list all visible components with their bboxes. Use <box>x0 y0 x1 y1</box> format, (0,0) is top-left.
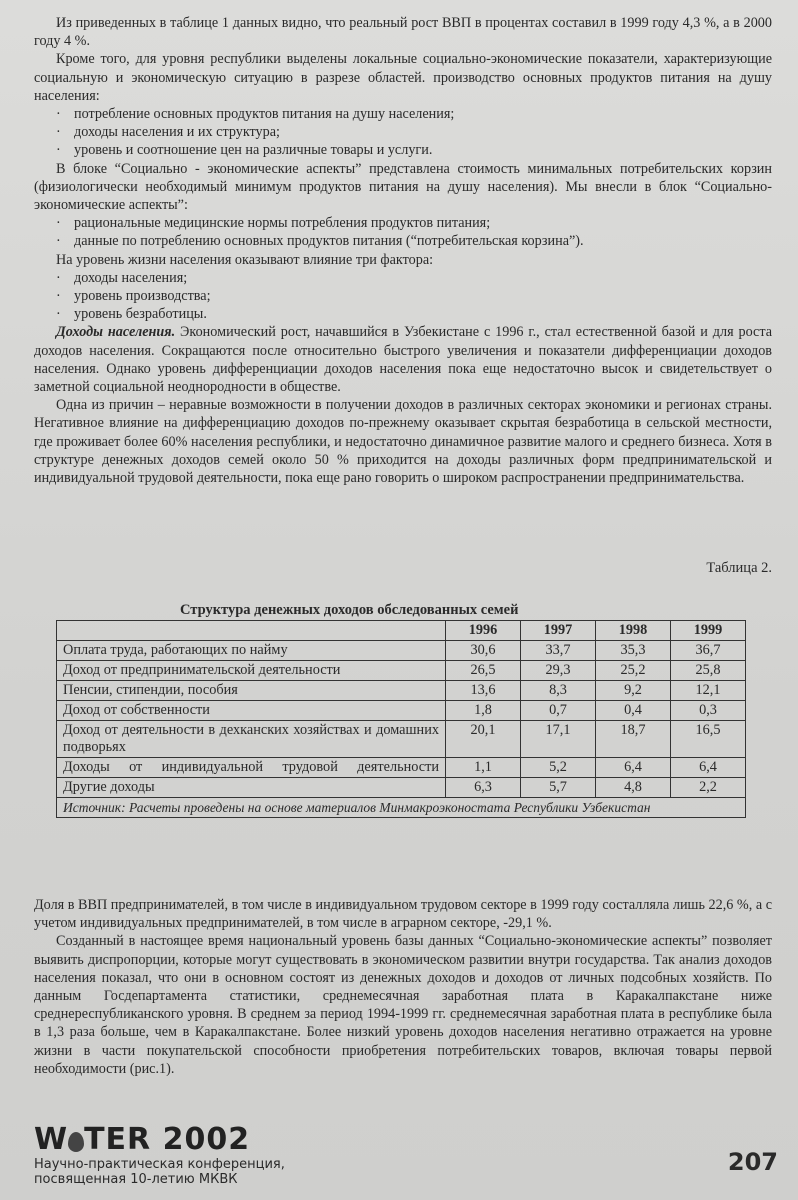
row-value: 30,6 <box>446 641 521 661</box>
list-item: · уровень безработицы. <box>56 305 772 323</box>
paragraph-income <box>34 323 772 396</box>
page-number: 207 <box>727 1148 778 1176</box>
income-heading: Доходы населения. <box>56 324 176 341</box>
subtitle-line: посвященная 10-летию МКВК <box>34 1172 238 1187</box>
row-value: 33,7 <box>521 641 596 661</box>
header-year: 1999 <box>671 621 746 641</box>
closing-section <box>34 896 772 1078</box>
conference-subtitle <box>34 1157 285 1187</box>
list-item: · данные по потреблению основных продуктов питания (“потребительская корзина”). <box>56 232 772 250</box>
row-value: 0,4 <box>596 701 671 721</box>
table-row <box>57 758 746 778</box>
row-value: 8,3 <box>521 681 596 701</box>
row-value: 13,6 <box>446 681 521 701</box>
table-source-note: Источник: Расчеты проведены на основе материалов Минмакроэконостата Республики Узбекистан <box>57 798 746 818</box>
header-empty-cell <box>57 621 446 641</box>
row-value: 5,7 <box>521 778 596 798</box>
header-year: 1996 <box>446 621 521 641</box>
row-value: 26,5 <box>446 661 521 681</box>
paragraph-gdp-share: Доля в ВВП предпринимателей, в том числе в индивидуальном трудовом секторе в 1999 году состалляла лишь 22,6 %, а с учетом индивидуальных предпринимателей, в том числе в аграрном секторе, -29,1 %. <box>34 897 772 932</box>
income-structure-table <box>56 620 746 818</box>
row-value: 6,3 <box>446 778 521 798</box>
table-row <box>57 681 746 701</box>
row-value: 0,3 <box>671 701 746 721</box>
table-source-row <box>57 798 746 818</box>
paragraph-gdp-growth: Из приведенных в таблице 1 данных видно, что реальный рост ВВП в процентах составил в 1999 году 4,3 %, а в 2000 году 4 %. <box>34 15 772 50</box>
table-row <box>57 641 746 661</box>
list-item: · уровень производства; <box>56 287 772 305</box>
row-value: 6,4 <box>596 758 671 778</box>
row-label: Доходы от индивидуальной трудовой деятельности <box>57 758 446 778</box>
row-value: 29,3 <box>521 661 596 681</box>
list-item: · доходы населения; <box>56 269 772 287</box>
row-label: Оплата труда, работающих по найму <box>57 641 446 661</box>
row-value: 18,7 <box>596 721 671 758</box>
table-row <box>57 661 746 681</box>
row-value: 6,4 <box>671 758 746 778</box>
row-value: 35,3 <box>596 641 671 661</box>
list-item: · потребление основных продуктов питания на душу населения; <box>56 105 772 123</box>
row-value: 25,8 <box>671 661 746 681</box>
paragraph-database: Созданный в настоящее время национальный уровень базы данных “Социально-экономические аспекты” позволяет выявить диспропорции, которые могут существовать в экономическом развитии внутри государства. Так анализ доходов населения показал, что они в основном состоят из денежных доходов и доходов от личных подсобных хозяйств. По данным Госдепартамента статистики, среднемесячная заработная плата в Каракалпакстане ниже среднереспубликанского уровня. В среднем за период 1994-1999 гг. среднемесячная заработная плата в республике была в 1,3 раза больше, чем в Каракалпакстане. Более низкий уровень доходов населения негативно отражается на уровне жизни в части покупательской способности приобретения потребительских товаров, включая товары первой необходимости (рис.1). <box>34 933 772 1077</box>
row-value: 2,2 <box>671 778 746 798</box>
table-row <box>57 701 746 721</box>
factor-list <box>34 269 772 324</box>
subtitle-line: Научно-практическая конференция, <box>34 1157 285 1172</box>
row-label: Доход от предпринимательской деятельности <box>57 661 446 681</box>
row-value: 1,1 <box>446 758 521 778</box>
water-drop-icon <box>68 1132 84 1152</box>
row-label: Доход от деятельности в дехканских хозяйствах и домашних подворьях <box>57 721 446 758</box>
row-label: Доход от собственности <box>57 701 446 721</box>
list-item: · рациональные медицинские нормы потребления продуктов питания; <box>56 214 772 232</box>
paragraph-inequality-causes: Одна из причин – неравные возможности в получении доходов в различных секторах экономики и регионах страны. Негативное влияние на дифференциацию доходов по-прежнему оказывает скрытая безработица в сельской местности, где проживает более 60% населения республики, и недостаточно динамичное развитие малого и среднего бизнеса. Хотя в структуре денежных доходов семей около 50 % приходится на доходы различных форм предпринимательской и индивидуальной трудовой деятельности, пока еще рано говорить о широком распространении предпринимательства. <box>34 397 772 487</box>
logo-text: TER 2002 <box>84 1122 251 1157</box>
table-header-row <box>57 621 746 641</box>
paragraph-local-indicators: Кроме того, для уровня республики выделены локальные социально-экономические показатели, характеризующие социальную и экономическую ситуацию в разрезе областей. производство основных продуктов питания на душу населения: <box>34 51 772 104</box>
row-label: Другие доходы <box>57 778 446 798</box>
row-value: 4,8 <box>596 778 671 798</box>
income-text: Экономический рост, начавшийся в Узбекистане с 1996 г., стал естественной базой и для роста доходов населения. Сокращаются после относительно быстрого увеличения и показатели дифференциации доходов населения. Однако уровень дифференциации доходов населения пока еще недостаточно высок и свидетельствует о заметной социальной неоднородности в обществе. <box>34 324 772 396</box>
row-value: 12,1 <box>671 681 746 701</box>
list-item: · уровень и соотношение цен на различные товары и услуги. <box>56 141 772 159</box>
row-label: Пенсии, стипендии, пособия <box>57 681 446 701</box>
row-value: 0,7 <box>521 701 596 721</box>
row-value: 25,2 <box>596 661 671 681</box>
block-additions-list <box>34 214 772 250</box>
row-value: 1,8 <box>446 701 521 721</box>
row-value: 9,2 <box>596 681 671 701</box>
table-label: Таблица 2. <box>706 560 772 576</box>
table-row <box>57 721 746 758</box>
table-row <box>57 778 746 798</box>
logo-letter: W <box>34 1122 69 1157</box>
row-value: 36,7 <box>671 641 746 661</box>
conference-logo <box>34 1122 250 1157</box>
indicator-list <box>34 105 772 160</box>
header-year: 1998 <box>596 621 671 641</box>
list-item: · доходы населения и их структура; <box>56 123 772 141</box>
paragraph-consumer-basket: В блоке “Социально - экономические аспекты” представлена стоимость минимальных потребительских корзин (физиологически необходимый минимум продуктов питания на душу населения). Мы внесли в блок “Социально-экономические аспекты”: <box>34 160 772 214</box>
paragraph-factors: На уровень жизни населения оказывают влияние три фактора: <box>56 251 434 268</box>
row-value: 16,5 <box>671 721 746 758</box>
row-value: 5,2 <box>521 758 596 778</box>
row-value: 20,1 <box>446 721 521 758</box>
header-year: 1997 <box>521 621 596 641</box>
row-value: 17,1 <box>521 721 596 758</box>
intro-section <box>34 14 772 487</box>
table-title: Структура денежных доходов обследованных семей <box>180 602 519 618</box>
